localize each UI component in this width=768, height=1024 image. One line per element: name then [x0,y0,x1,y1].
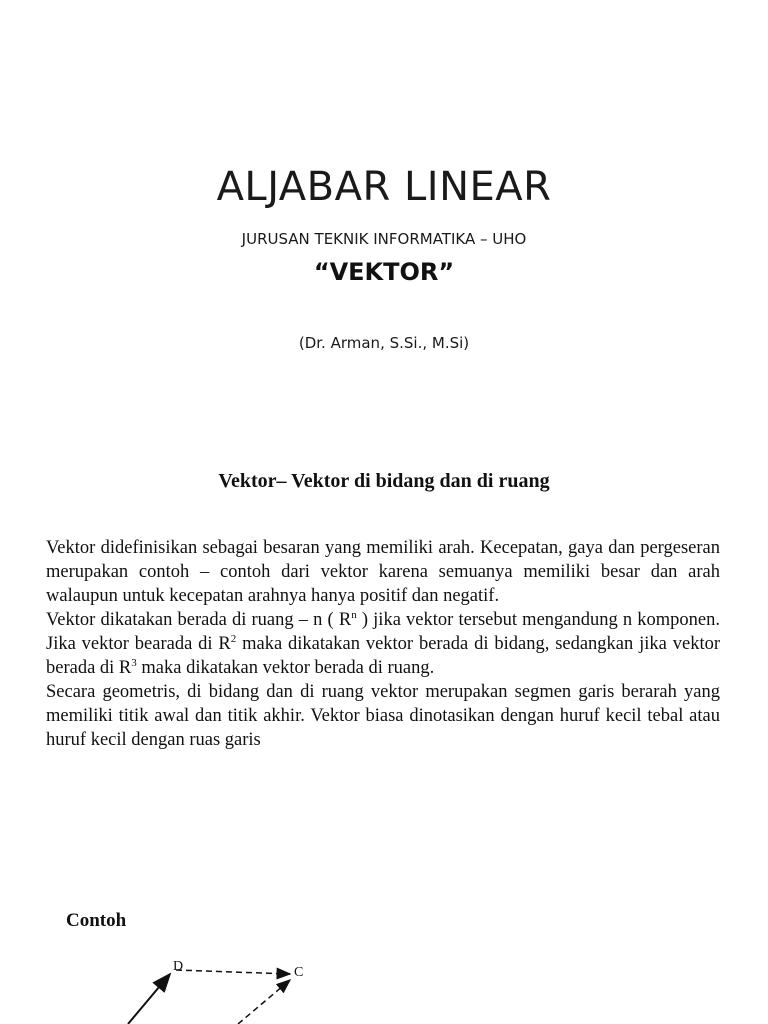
example-label: Contoh [66,910,127,931]
superscript: 3 [131,656,137,669]
point-label-c: C [294,965,304,980]
author-line: (Dr. Arman, S.Si., M.Si) [298,334,470,352]
paragraph-dimension [46,608,720,680]
point-label-d: D [173,959,184,974]
department-subtitle: JURUSAN TEKNIK INFORMATIKA – UHO [241,230,527,248]
superscript: n [351,608,357,621]
body-text [46,536,720,752]
text-segment: Vektor dikatakan berada di ruang – n ( R [46,610,352,630]
superscript: 2 [230,632,237,645]
paragraph-geometric: Secara geometris, di bidang dan di ruang vektor merupakan segmen garis berarah yang memiliki titik awal dan titik akhir. Vektor biasa dinotasikan dengan huruf kecil tebal atau huruf kecil dengan ruas garis [46,682,720,750]
vector-line-dashed-dc [176,970,290,974]
paragraph-definition: Vektor didefinisikan sebagai besaran yang memiliki arah. Kecepatan, gaya dan pergeseran merupakan contoh – contoh dari vektor karena semuanya memiliki besar dan arah walaupun untuk kecepatan arahnya hanya positif dan negatif. [46,538,720,606]
topic-title: “VEKTOR” [313,258,455,286]
document-title: ALJABAR LINEAR [216,164,552,210]
text-segment: maka dikatakan vektor berada di bidang, sedangkan jika vektor berada di R [46,634,720,678]
vector-line-solid [128,974,170,1024]
section-heading: Vektor– Vektor di bidang dan di ruang [218,470,550,492]
text-segment: ) jika vektor tersebut mengandung n komponen. Jika vektor bearada di R [46,610,721,654]
vector-line-dashed-lower [238,980,290,1024]
vector-diagram [0,940,768,1024]
text-segment: maka dikatakan vektor berada di ruang. [136,658,435,678]
